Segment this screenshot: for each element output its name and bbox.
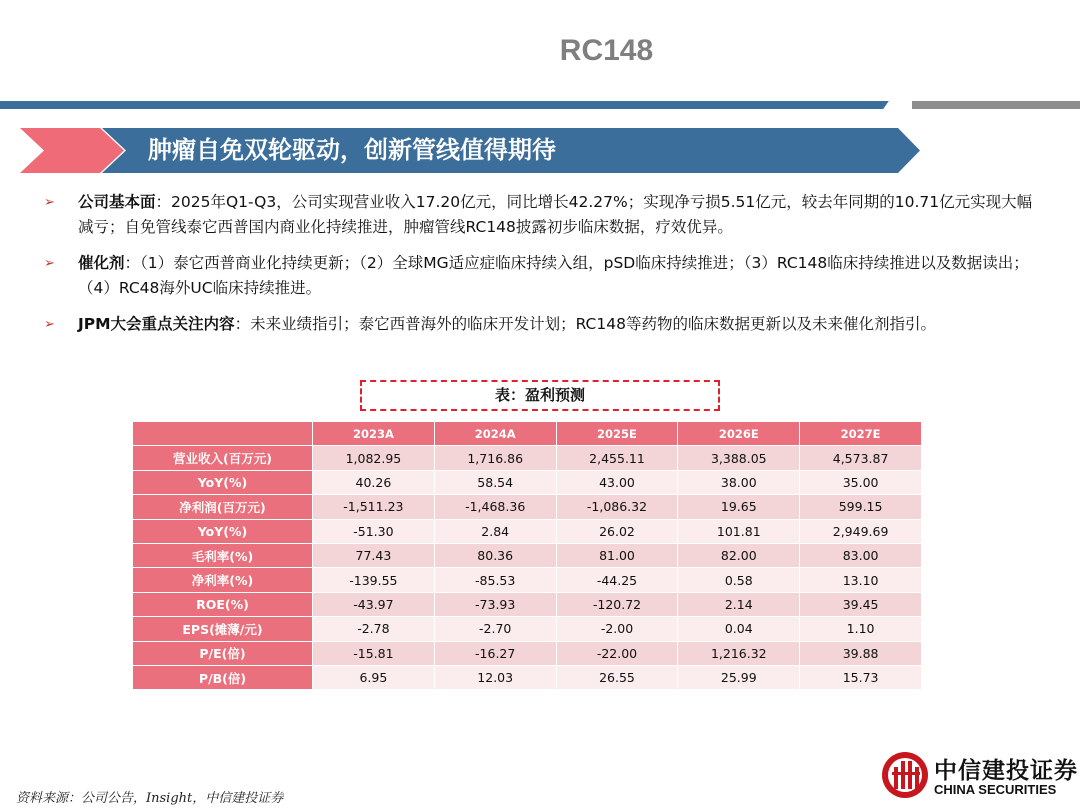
table-cell: 101.81	[678, 519, 800, 543]
table-cell: 2.14	[678, 592, 800, 616]
row-label: P/E(倍)	[133, 641, 313, 665]
table-cell: -2.00	[556, 617, 678, 641]
table-cell: -1,468.36	[434, 495, 556, 519]
brand-logo	[880, 750, 1080, 806]
row-label: EPS(摊薄/元)	[133, 617, 313, 641]
table-row	[133, 519, 922, 543]
table-row	[133, 495, 922, 519]
bullet-body: ：未来业绩指引；泰它西普海外的临床开发计划；RC148等药物的临床数据更新以及未来催化剂指引。	[234, 315, 936, 333]
table-cell: -85.53	[434, 568, 556, 592]
table-cell: 1.10	[800, 617, 922, 641]
table-cell: 39.88	[800, 641, 922, 665]
table-cell: 3,388.05	[678, 446, 800, 470]
table-row	[133, 665, 922, 689]
table-cell: 15.73	[800, 665, 922, 689]
table-row	[133, 641, 922, 665]
row-label: 毛利率(%)	[133, 543, 313, 567]
table-cell: -73.93	[434, 592, 556, 616]
row-label: YoY(%)	[133, 519, 313, 543]
table-cell: 83.00	[800, 543, 922, 567]
row-label: ROE(%)	[133, 592, 313, 616]
bullet-head: JPM大会重点关注内容	[78, 315, 235, 333]
table-cell: 1,716.86	[434, 446, 556, 470]
arrow-bullet-icon: ➢	[44, 256, 55, 271]
column-header	[133, 422, 313, 446]
bullet-body: ：（1）泰它西普商业化持续更新；（2）全球MG适应症临床持续入组，pSD临床持续推进；（3）RC148临床持续推进以及数据读出；（4）RC48海外UC临床持续推进。	[78, 254, 1029, 297]
table-cell: -51.30	[313, 519, 435, 543]
bullet-item	[44, 251, 1040, 301]
row-label: P/B(倍)	[133, 665, 313, 689]
table-cell: 81.00	[556, 543, 678, 567]
table-cell: 25.99	[678, 665, 800, 689]
table-cell: 0.04	[678, 617, 800, 641]
table-cell: 80.36	[434, 543, 556, 567]
table-cell: -16.27	[434, 641, 556, 665]
table-cell: 13.10	[800, 568, 922, 592]
header-rule-gray	[912, 101, 1080, 109]
row-label: 营业收入(百万元)	[133, 446, 313, 470]
table-cell: -2.78	[313, 617, 435, 641]
table-row	[133, 543, 922, 567]
citic-logo-icon	[880, 750, 930, 800]
header-rule-gap	[883, 101, 911, 109]
column-header: 2024A	[434, 422, 556, 446]
table-cell: 40.26	[313, 470, 435, 494]
table-header-row	[133, 422, 922, 446]
column-header: 2027E	[800, 422, 922, 446]
table-row	[133, 592, 922, 616]
table-cell: 2,455.11	[556, 446, 678, 470]
table-cell: 599.15	[800, 495, 922, 519]
column-header: 2026E	[678, 422, 800, 446]
table-cell: 1,216.32	[678, 641, 800, 665]
table-cell: 39.45	[800, 592, 922, 616]
row-label: YoY(%)	[133, 470, 313, 494]
row-label: 净利润(百万元)	[133, 495, 313, 519]
column-header: 2025E	[556, 422, 678, 446]
table-cell: -1,086.32	[556, 495, 678, 519]
table-cell: -43.97	[313, 592, 435, 616]
table-cell: 1,082.95	[313, 446, 435, 470]
table-cell: 26.55	[556, 665, 678, 689]
table-cell: 43.00	[556, 470, 678, 494]
header-rule-blue	[0, 101, 896, 109]
table-cell: 38.00	[678, 470, 800, 494]
bullet-head: 公司基本面	[78, 193, 156, 211]
table-cell: 26.02	[556, 519, 678, 543]
bullet-item	[44, 190, 1040, 240]
bullet-list	[44, 190, 1040, 348]
table-row	[133, 617, 922, 641]
table-cell: -1,511.23	[313, 495, 435, 519]
table-cell: -120.72	[556, 592, 678, 616]
table-row	[133, 446, 922, 470]
arrow-bullet-icon: ➢	[44, 317, 55, 332]
table-cell: 6.95	[313, 665, 435, 689]
table-cell: 2,949.69	[800, 519, 922, 543]
bullet-item	[44, 312, 1040, 337]
source-note: 资料来源：公司公告，Insight，中信建投证券	[16, 791, 284, 806]
logo-en: CHINA SECURITIES	[934, 782, 1057, 797]
table-cell: 4,573.87	[800, 446, 922, 470]
table-cell: -22.00	[556, 641, 678, 665]
table-row	[133, 470, 922, 494]
table-caption: 表：盈利预测	[360, 380, 720, 411]
table-cell: -44.25	[556, 568, 678, 592]
table-cell: -15.81	[313, 641, 435, 665]
profit-forecast-table	[132, 421, 922, 690]
table-cell: 35.00	[800, 470, 922, 494]
table-cell: 82.00	[678, 543, 800, 567]
table-cell: -139.55	[313, 568, 435, 592]
page-title: RC148	[559, 34, 654, 67]
banner-text: 肿瘤自免双轮驱动，创新管线值得期待	[148, 136, 556, 164]
table-cell: 0.58	[678, 568, 800, 592]
table-cell: 58.54	[434, 470, 556, 494]
column-header: 2023A	[313, 422, 435, 446]
table-cell: 19.65	[678, 495, 800, 519]
logo-cn: 中信建投证券	[934, 758, 1078, 784]
table-cell: 12.03	[434, 665, 556, 689]
bullet-body: ：2025年Q1-Q3，公司实现营业收入17.20亿元，同比增长42.27%；实现净亏损5.51亿元，较去年同期的10.71亿元实现大幅减亏；自免管线泰它西普国内商业化持续推进，肿瘤管线RC148披露初步临床数据，疗效优异。	[78, 193, 1033, 236]
bullet-head: 催化剂	[78, 254, 125, 272]
table-cell: -2.70	[434, 617, 556, 641]
table-cell: 2.84	[434, 519, 556, 543]
table-cell: 77.43	[313, 543, 435, 567]
arrow-bullet-icon: ➢	[44, 195, 55, 210]
section-banner	[20, 128, 920, 173]
table-row	[133, 568, 922, 592]
row-label: 净利率(%)	[133, 568, 313, 592]
